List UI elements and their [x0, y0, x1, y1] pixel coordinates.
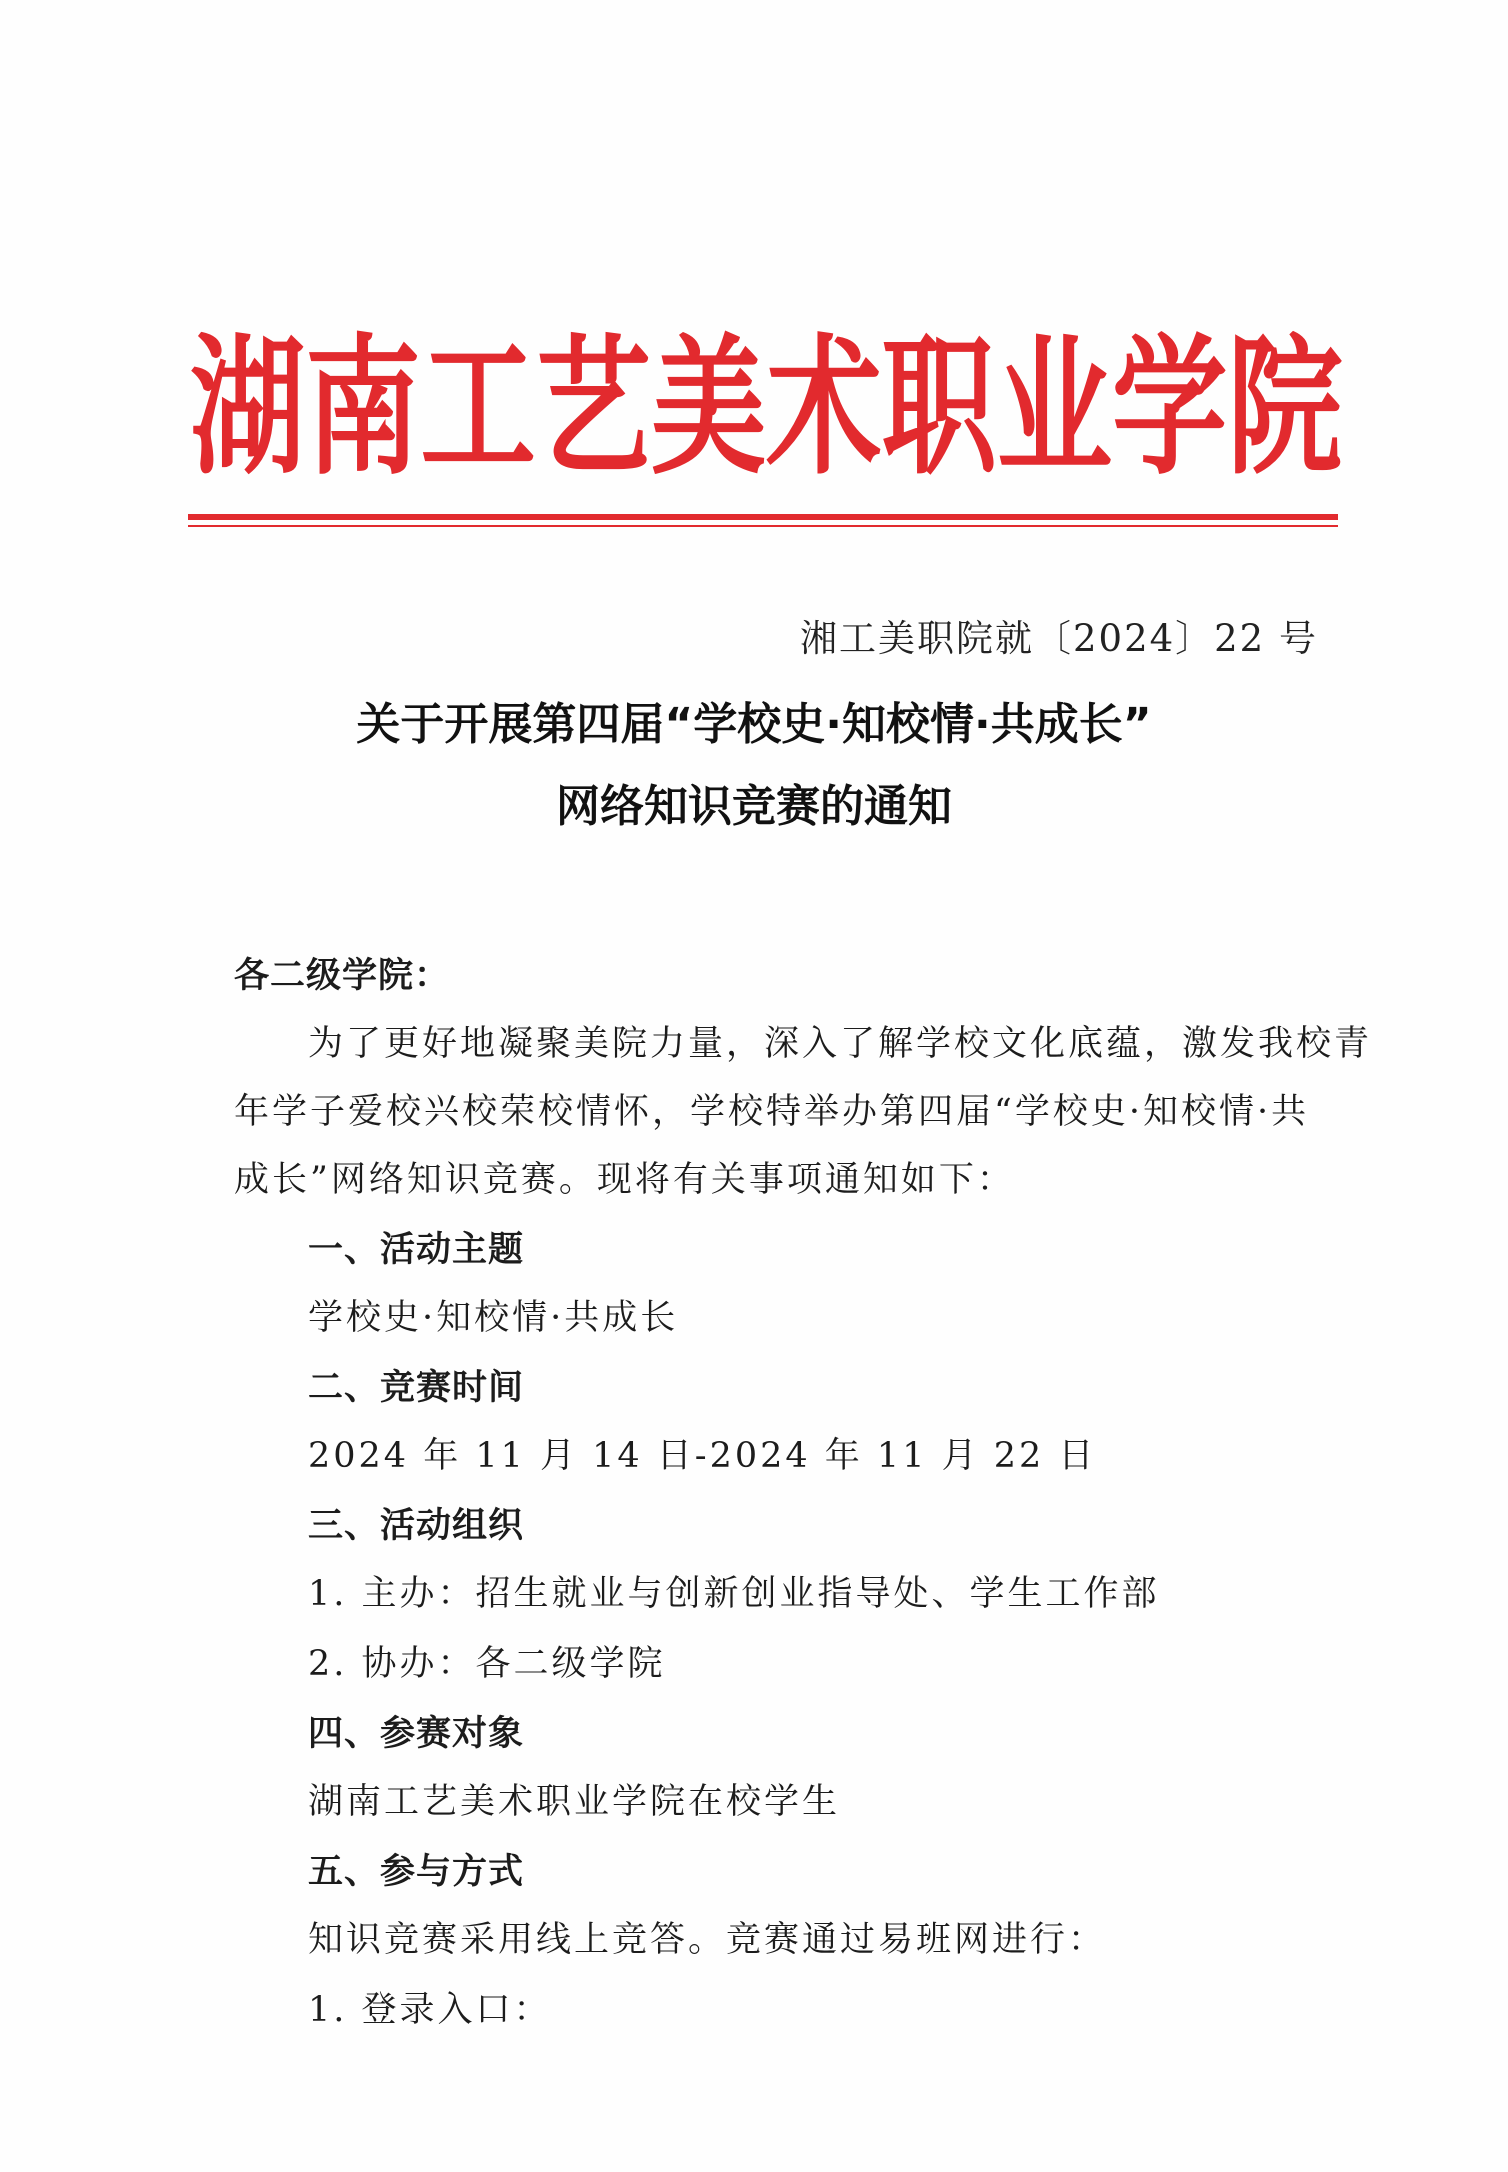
document-number: 湘工美职院就〔2024〕22 号 [799, 617, 1318, 660]
section-text: 2024 年 11 月 14 日-2024 年 11 月 22 日 [308, 1436, 1097, 1476]
masthead-char: 艺 [535, 320, 652, 496]
intro-paragraph-line: 成长”网络知识竞赛。现将有关事项通知如下： [234, 1160, 1015, 1200]
section-text: 湖南工艺美术职业学院在校学生 [308, 1782, 841, 1822]
masthead-char: 职 [881, 320, 997, 496]
section-heading: 三、活动组织 [308, 1506, 525, 1546]
document-title-line-1: 关于开展第四届“学校史·知校情·共成长” [356, 699, 1152, 750]
section-heading: 一、活动主题 [308, 1230, 525, 1270]
salutation: 各二级学院： [234, 956, 451, 996]
masthead-char: 院 [1227, 320, 1343, 496]
masthead-divider-thin [188, 525, 1338, 527]
section-text: 2. 协办：各二级学院 [308, 1644, 666, 1684]
section-text: 学校史·知校情·共成长 [308, 1298, 679, 1338]
institution-masthead [190, 318, 1343, 498]
masthead-char: 术 [766, 320, 882, 496]
masthead-char: 湖 [190, 320, 306, 496]
intro-paragraph-line: 年学子爱校兴校荣校情怀，学校特举办第四届“学校史·知校情·共 [234, 1092, 1310, 1132]
section-text: 1. 登录入口： [308, 1990, 552, 2030]
masthead-divider-thick [188, 514, 1338, 520]
masthead-char: 工 [420, 320, 536, 496]
section-text: 知识竞赛采用线上竞答。竞赛通过易班网进行： [308, 1920, 1107, 1960]
section-heading: 二、竞赛时间 [308, 1368, 525, 1408]
masthead-char: 南 [305, 320, 421, 496]
section-text: 1. 主办：招生就业与创新创业指导处、学生工作部 [308, 1574, 1160, 1614]
intro-paragraph-line: 为了更好地凝聚美院力量，深入了解学校文化底蕴，激发我校青 [308, 1024, 1373, 1064]
masthead-char: 业 [996, 320, 1113, 496]
section-heading: 四、参赛对象 [308, 1714, 525, 1754]
masthead-char: 学 [1112, 320, 1228, 496]
document-title-line-2: 网络知识竞赛的通知 [556, 781, 952, 832]
masthead-char: 美 [651, 320, 767, 496]
section-heading: 五、参与方式 [308, 1852, 525, 1892]
